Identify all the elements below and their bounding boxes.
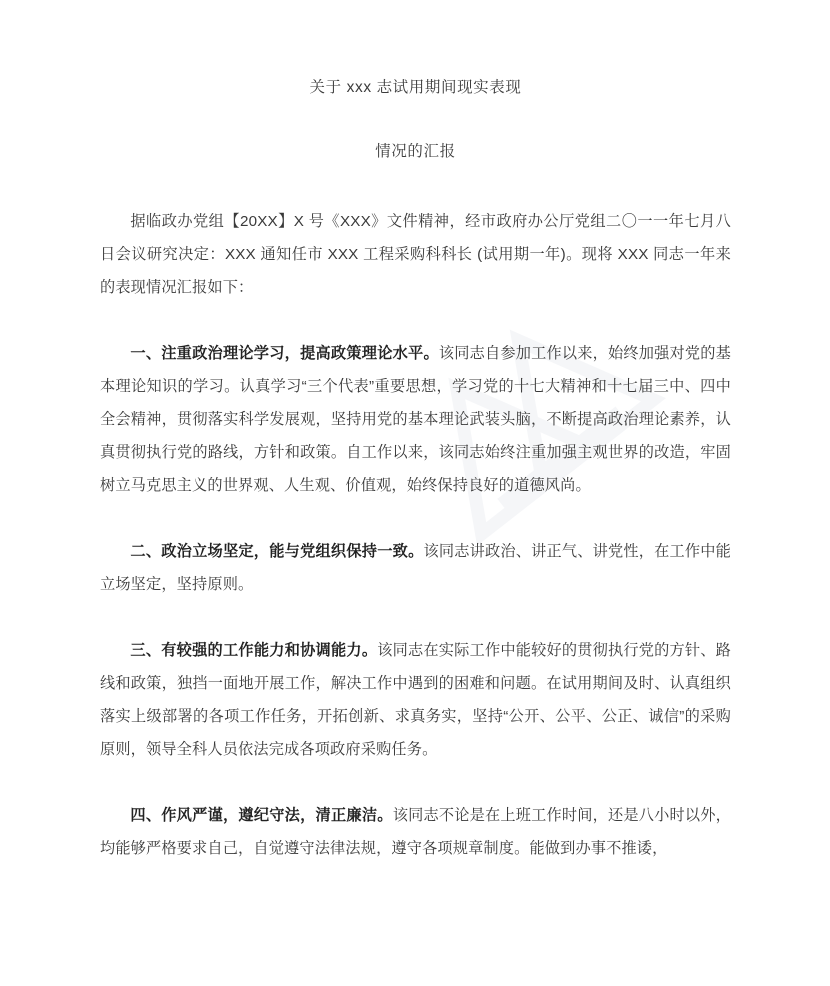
paragraph-text: 该同志不论是在上班工作时间，还是八小时以外，均能够严格要求自己，自觉遵守法律法规，遵守各项规章制度。能做到办事不推诿，	[100, 807, 731, 857]
paragraph-lead: 二、政治立场坚定，能与党组织保持一致。	[130, 543, 424, 560]
paragraph-section-one	[100, 337, 731, 502]
paragraph-section-three	[100, 634, 731, 766]
paragraph-text: 该同志讲政治、讲正气、讲党性，在工作中能立场坚定，坚持原则。	[100, 543, 731, 593]
paragraph-lead: 四、作风严谨，遵纪守法，清正廉洁。	[130, 807, 393, 824]
page-title-line-2: 情况的汇报	[375, 142, 456, 160]
paragraph-intro	[100, 205, 731, 304]
page-title-line-1: 关于 xxx 志试用期间现实表现	[309, 79, 522, 96]
paragraph-text: 该同志自参加工作以来，始终加强对党的基本理论知识的学习。认真学习“三个代表”重要思想，学习党的十七大精神和十七届三中、四中全会精神，贯彻落实科学发展观，坚持用党的基本理论武装头脑，不断提高政治理论素养，认真贯彻执行党的路线，方针和政策。自工作以来，该同志始终注重加强主观世界的改造，牢固树立马克思主义的世界观、人生观、价值观，始终保持良好的道德风尚。	[100, 345, 731, 494]
paragraph-lead: 一、注重政治理论学习，提高政策理论水平。	[130, 345, 439, 362]
paragraph-text: 据临政办党组【20XX】X 号《XXX》文件精神，经市政府办公厅党组二〇一一年七月八日会议研究决定：XXX 通知任市 XXX 工程采购科科长 (试用期一年)。现将 XXX 同志一年来的表现情况汇报如下：	[100, 213, 731, 296]
paragraph-section-two	[100, 535, 731, 601]
document-body	[100, 159, 731, 865]
paragraph-section-four	[100, 799, 731, 865]
paragraph-lead: 三、有较强的工作能力和协调能力。	[130, 642, 378, 659]
paragraph-text: 该同志在实际工作中能较好的贯彻执行党的方针、路线和政策，独挡一面地开展工作，解决工作中遇到的困难和问题。在试用期间及时、认真组织落实上级部署的各项工作任务，开拓创新、求真务实，坚持“公开、公平、公正、诚信”的采购原则，领导全科人员依法完成各项政府采购任务。	[100, 642, 731, 758]
document-title-block	[100, 0, 731, 159]
